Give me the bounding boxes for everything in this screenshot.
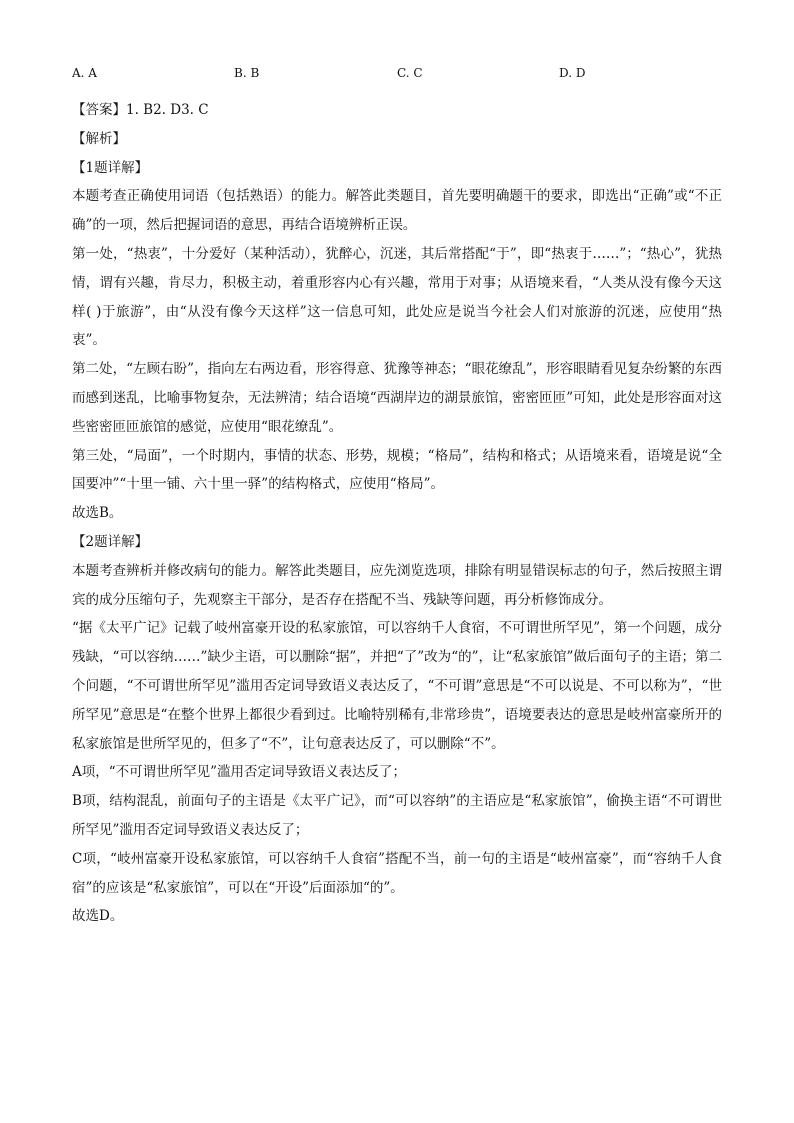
option-a: A. A <box>72 66 97 80</box>
option-c: C. C <box>397 66 423 80</box>
q2-heading: 【2题详解】 <box>72 533 149 550</box>
answer-options-row <box>72 66 722 86</box>
q1-paragraph-first: 第一处，“热衷”，十分爱好（某种活动），犹醉心，沉迷，其后常搭配“于”，即“热衷于……”；“热心”，犹热情，谓有兴趣，肯尽力，积极主动，着重形容内心有兴趣，常用于对事；从语境来看，“人类从没有像今天这样( )于旅游”，由“从没有像今天这样”这一信息可知，此处应是说当今社会人们对旅游的沉迷，应使用“热衷”。 <box>72 245 722 349</box>
q1-paragraph-intro: 本题考查正确使用词语（包括熟语）的能力。解答此类题目，首先要明确题干的要求，即选出“正确”或“不正确”的一项，然后把握词语的意思，再结合语境辨析正误。 <box>72 188 722 234</box>
analysis-heading: 【解析】 <box>72 130 126 147</box>
q2-paragraph-analysis: “据《太平广记》记载了岐州富豪开设的私家旅馆，可以容纳千人食宿，不可谓世所罕见”，第一个问题，成分残缺，“可以容纳……”缺少主语，可以删除“据”，并把“了”改为“的”，让“私家旅馆”做后面句子的主语；第二个问题，“不可谓世所罕见”滥用否定词导致语义表达反了，“不可谓”意思是“不可以说是、不可以称为”，“世所罕见”意思是“在整个世界上都很少看到过。比喻特别稀有,非常珍贵”，语境要表达的意思是岐州富豪所开的私家旅馆是世所罕见的，但多了“不”，让句意表达反了，可以删除“不”。 <box>72 620 722 752</box>
option-b: B. B <box>234 66 260 80</box>
q2-option-c-analysis: C项，“岐州富豪开设私家旅馆，可以容纳千人食宿”搭配不当，前一句的主语是“岐州富豪”，而“容纳千人食宿”的应该是“私家旅馆”，可以在“开设”后面添加“的”。 <box>72 850 722 896</box>
q2-conclusion: 故选D。 <box>72 908 124 925</box>
q2-paragraph-intro: 本题考查辨析并修改病句的能力。解答此类题目，应先浏览选项，排除有明显错误标志的句子，然后按照主谓宾的成分压缩句子，先观察主干部分，是否存在搭配不当、残缺等问题，再分析修饰成分。 <box>72 562 722 608</box>
q2-option-a-analysis: A项，“不可谓世所罕见”滥用否定词导致语义表达反了； <box>72 764 407 781</box>
q2-option-b-analysis: B项，结构混乱，前面句子的主语是《太平广记》，而“可以容纳”的主语应是“私家旅馆”，偷换主语“不可谓世所罕见”滥用否定词导致语义表达反了； <box>72 793 722 838</box>
answer-line: 【答案】1. B2. D3. C <box>72 102 209 118</box>
q1-paragraph-third: 第三处，“局面”，一个时期内，事情的状态、形势，规模；“格局”，结构和格式；从语境来看，语境是说“全国要冲”“十里一铺、六十里一驿”的结构格式，应使用“格局”。 <box>72 447 722 493</box>
q1-paragraph-second: 第二处，“左顾右盼”，指向左右两边看，形容得意、犹豫等神态；“眼花缭乱”，形容眼睛看见复杂纷繁的东西而感到迷乱，比喻事物复杂，无法辨清；结合语境“西湖岸边的湖景旅馆，密密匝匝”可知，此处是形容面对这些密密匝匝旅馆的感觉，应使用“眼花缭乱”。 <box>72 361 722 435</box>
analysis-content <box>72 96 722 931</box>
q1-conclusion: 故选B。 <box>72 505 123 522</box>
option-d: D. D <box>559 66 586 80</box>
q1-heading: 【1题详解】 <box>72 159 149 176</box>
